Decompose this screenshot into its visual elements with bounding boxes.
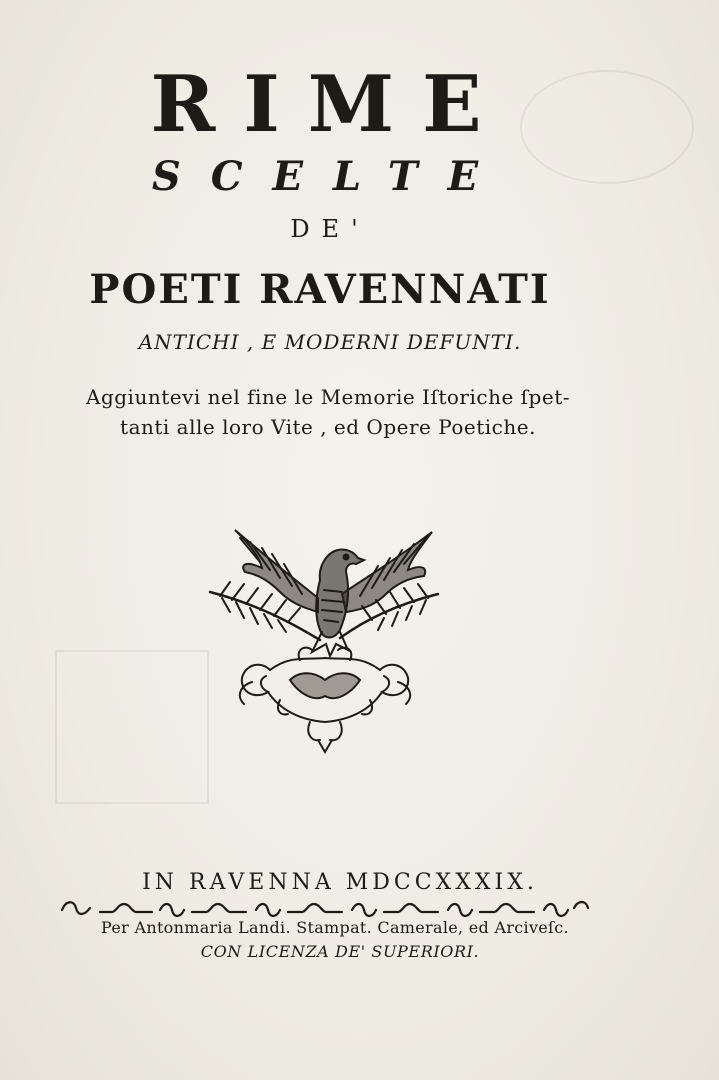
eagle-printers-device-icon — [200, 520, 450, 760]
supplement-line-2: tanti alle loro Vite , ed Opere Poetiche. — [120, 415, 536, 439]
book-title: RIME — [150, 59, 510, 150]
license-line: CON LICENZA DE' SUPERIORI. — [200, 942, 480, 961]
supplement-note — [48, 382, 608, 442]
poets-heading: POETI RAVENNATI — [89, 266, 551, 313]
title-preposition: DE' — [290, 215, 370, 243]
supplement-line-1: Aggiuntevi nel fine le Memorie Iſtoriche ſpet- — [86, 385, 570, 409]
printer-line: Per Antonmaria Landi. Stampat. Camerale, ed Arciveſc. — [101, 918, 569, 937]
imprint-city-year: IN RAVENNA MDCCXXXIX. — [142, 870, 538, 895]
book-subtitle: SCELTE — [151, 153, 509, 200]
title-qualifier: ANTICHI , E MODERNI DEFUNTI. — [138, 330, 522, 354]
